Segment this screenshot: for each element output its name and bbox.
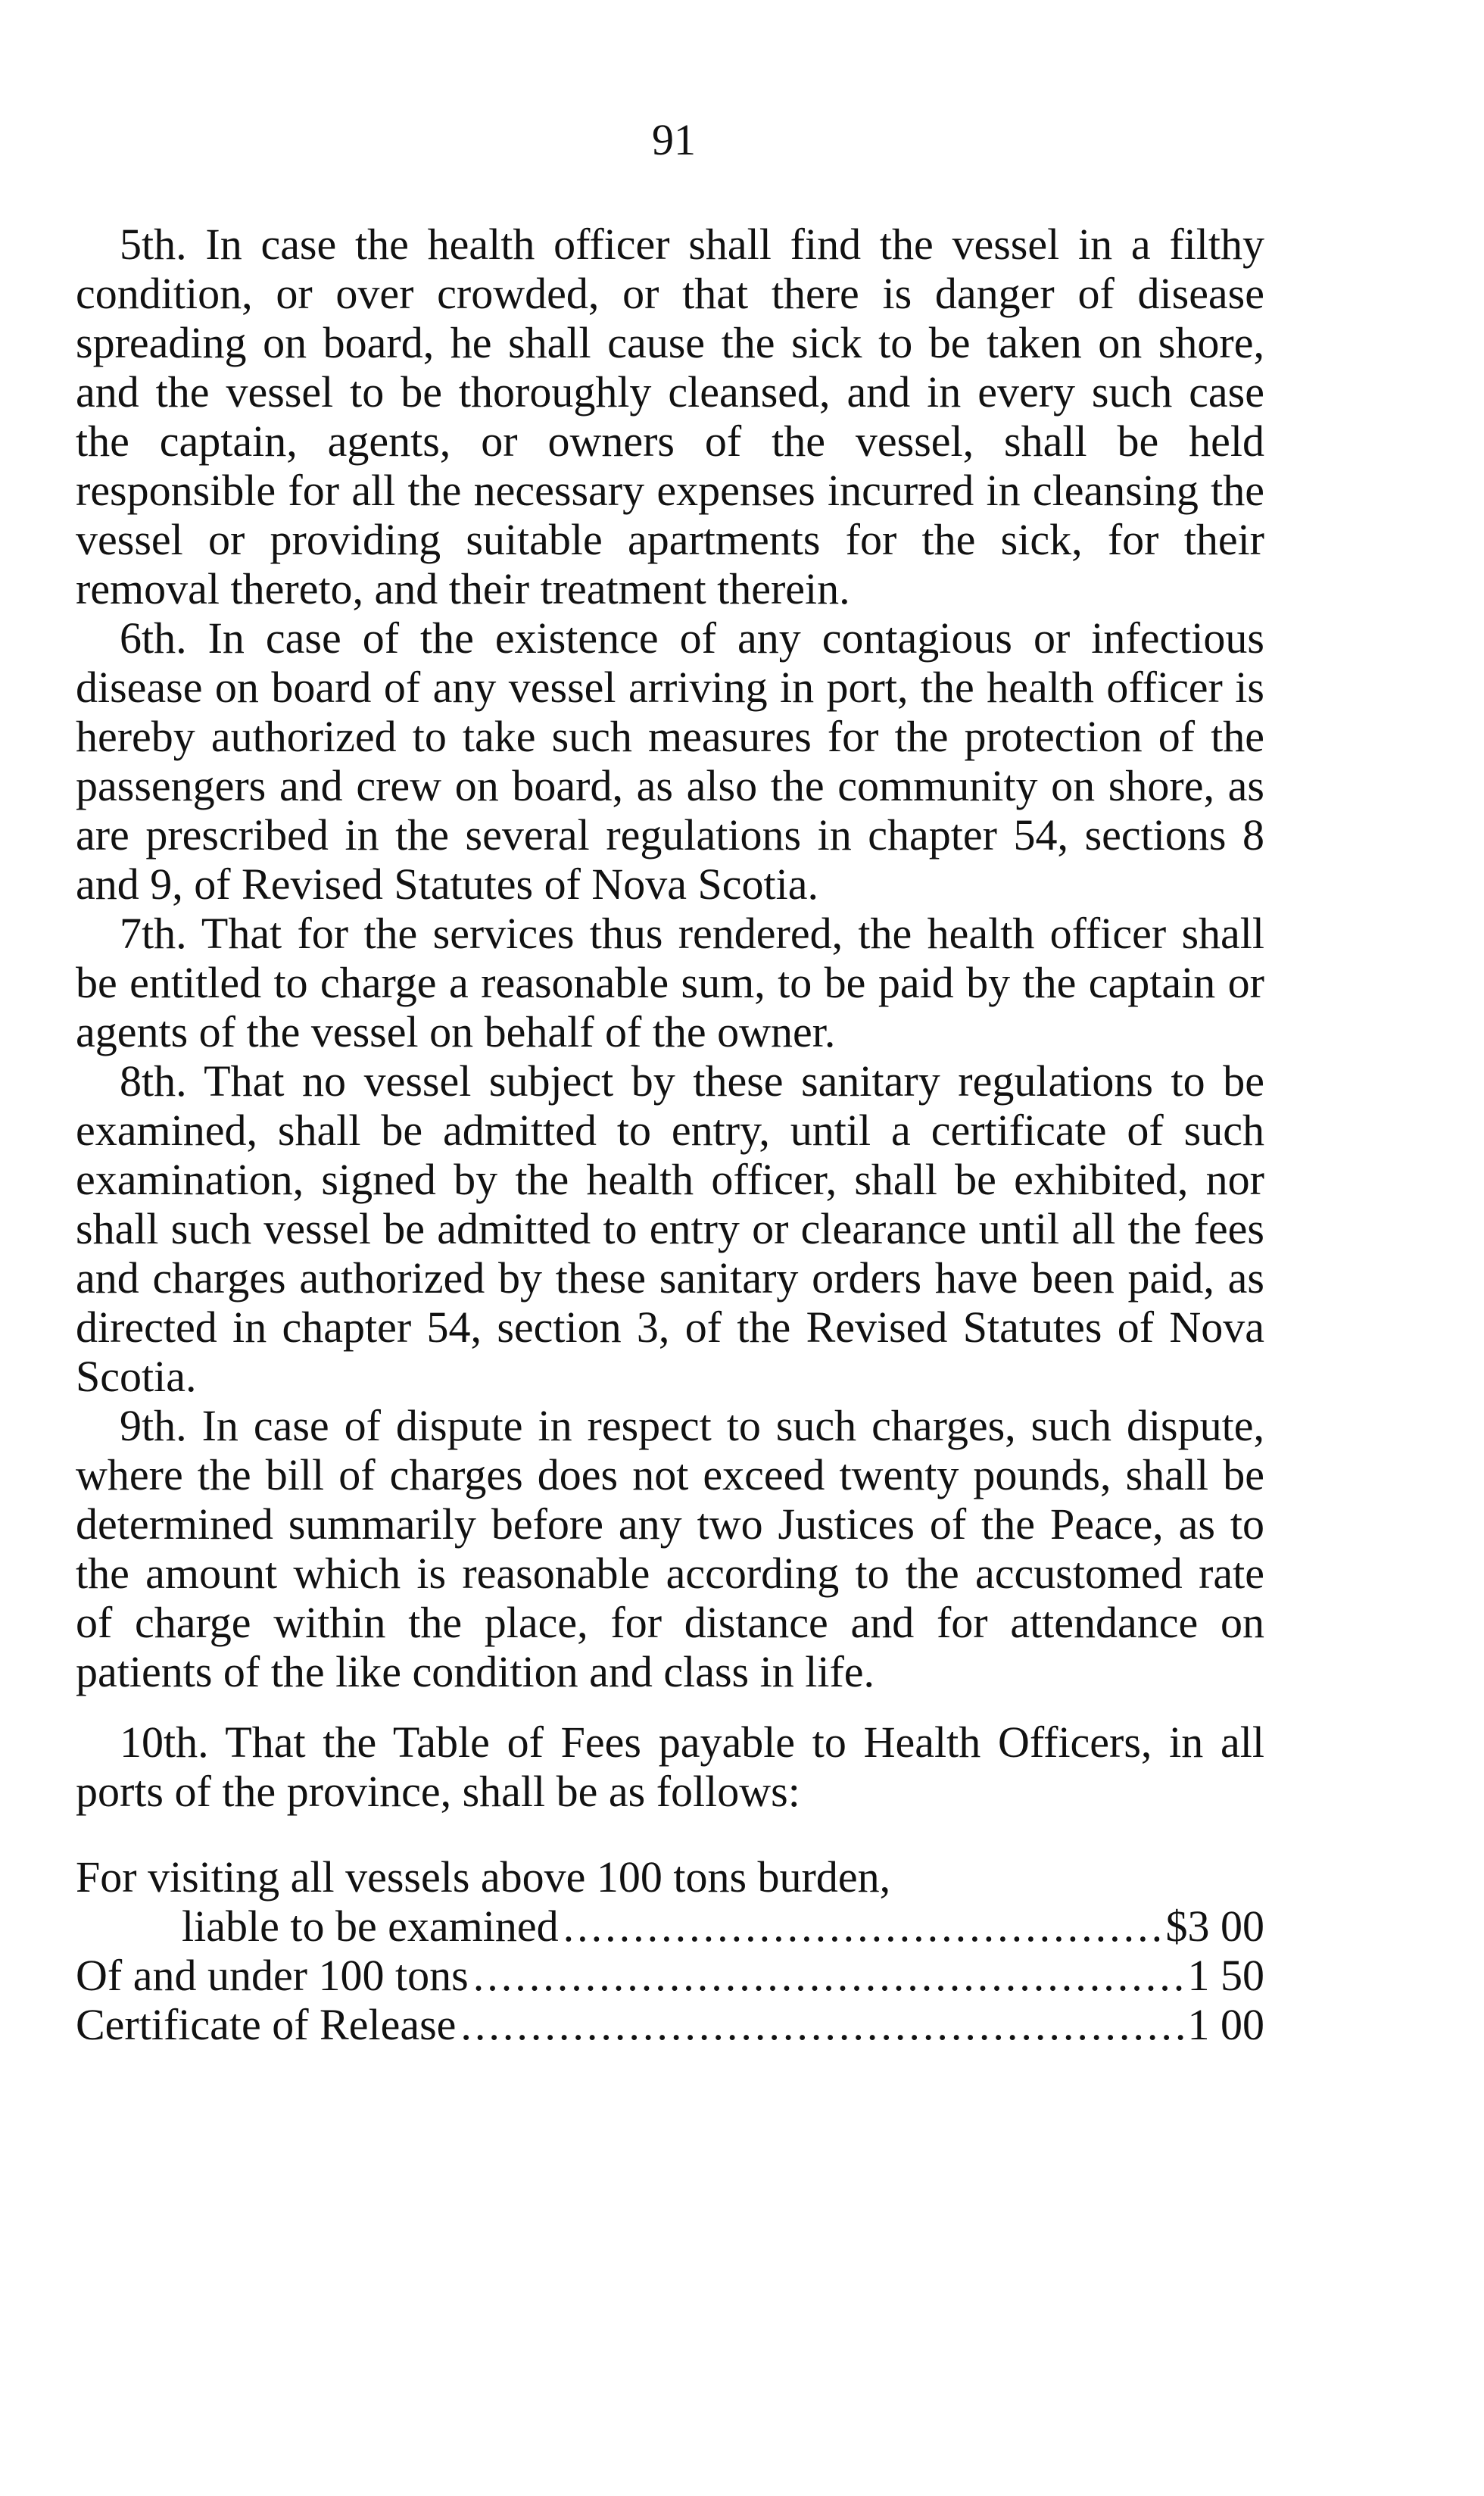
fee-row bbox=[76, 1951, 1264, 2000]
page-number: 91 bbox=[652, 115, 696, 164]
fee-label: liable to be examined bbox=[182, 1902, 559, 1951]
dot-leader bbox=[473, 1951, 1183, 2000]
paragraph-10th: 10th. That the Table of Fees payable to Health Officers, in all ports of the province, shall be as follows: bbox=[76, 1718, 1264, 1816]
dot-leader bbox=[460, 2000, 1183, 2049]
paragraph-6th: 6th. In case of the existence of any contagious or infectious disease on board of any vessel arriving in port, the health officer is hereby authorized to take such measures for the protection of the passengers and crew on board, as also the community on shore, as are prescribed in the several regulations in chapter 54, sections 8 and 9, of Revised Statutes of Nova Scotia. bbox=[76, 613, 1264, 909]
document-page bbox=[76, 114, 1264, 2049]
fee-amount: 1 50 bbox=[1187, 1951, 1264, 2000]
paragraph-8th: 8th. That no vessel subject by these sanitary regulations to be examined, shall be admitted to entry, until a certificate of such examination, signed by the health officer, shall be exhibited, nor shall such vessel be admitted to entry or clearance until all the fees and charges authorized by these sanitary orders have been paid, as directed in chapter 54, section 3, of the Revised Statutes of Nova Scotia. bbox=[76, 1056, 1264, 1401]
paragraph-5th: 5th. In case the health officer shall find the vessel in a filthy condition, or over crowded, or that there is danger of disease spreading on board, he shall cause the sick to be taken on shore, and the vessel to be thoroughly cleansed, and in every such case the captain, agents, or owners of the vessel, shall be held responsible for all the necessary expenses incurred in cleansing the vessel or providing suitable apartments for the sick, for their removal thereto, and their treatment therein. bbox=[76, 220, 1264, 613]
fee-label: Certificate of Release bbox=[76, 2000, 457, 2049]
dot-leader bbox=[563, 1902, 1161, 1951]
fee-label: Of and under 100 tons bbox=[76, 1951, 469, 2000]
fee-table bbox=[76, 1852, 1264, 2049]
fee-row bbox=[76, 1902, 1264, 1951]
paragraph-9th: 9th. In case of dispute in respect to such charges, such dispute, where the bill of charges does not exceed twenty pounds, shall be determined summarily before any two Justices of the Peace, as to the amount which is reasonable according to the accustomed rate of charge within the place, for distance and for attendance on patients of the like condition and class in life. bbox=[76, 1401, 1264, 1696]
fee-intro: For visiting all vessels above 100 tons burden, bbox=[76, 1852, 891, 1902]
fee-row bbox=[76, 2000, 1264, 2049]
fee-amount: 1 00 bbox=[1187, 2000, 1264, 2049]
paragraph-7th: 7th. That for the services thus rendered, the health officer shall be entitled to charge a reasonable sum, to be paid by the captain or agents of the vessel on behalf of the owner. bbox=[76, 909, 1264, 1056]
fee-amount: $3 00 bbox=[1165, 1902, 1264, 1951]
